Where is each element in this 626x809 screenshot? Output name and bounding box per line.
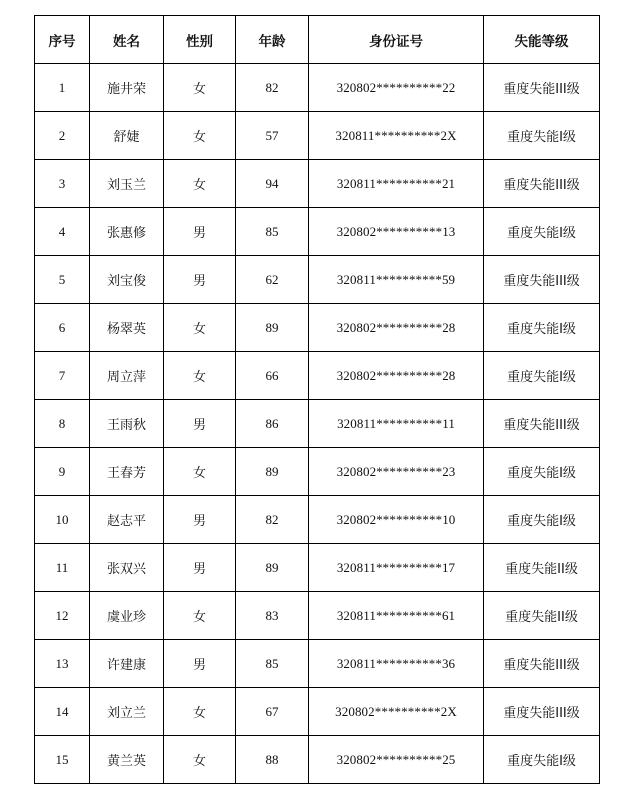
table-row [35, 496, 600, 544]
table-row [35, 208, 600, 256]
cell-disability-level: 重度失能II级 [484, 592, 600, 640]
cell-age: 83 [236, 592, 309, 640]
table-body [35, 64, 600, 784]
cell-name: 王雨秋 [90, 400, 164, 448]
cell-age: 94 [236, 160, 309, 208]
cell-disability-level: 重度失能Ⅰ级 [484, 304, 600, 352]
cell-id-number: 320802**********28 [309, 352, 484, 400]
table-row [35, 352, 600, 400]
cell-gender: 女 [164, 448, 236, 496]
cell-gender: 女 [164, 112, 236, 160]
cell-id-number: 320811**********21 [309, 160, 484, 208]
cell-name: 张双兴 [90, 544, 164, 592]
header-name: 姓名 [90, 16, 164, 64]
table-row [35, 736, 600, 784]
cell-name: 杨翠英 [90, 304, 164, 352]
cell-gender: 男 [164, 544, 236, 592]
cell-id-number: 320811**********61 [309, 592, 484, 640]
cell-gender: 男 [164, 208, 236, 256]
cell-name: 刘立兰 [90, 688, 164, 736]
cell-id-number: 320811**********59 [309, 256, 484, 304]
table-row [35, 304, 600, 352]
cell-seq: 5 [35, 256, 90, 304]
cell-name: 黄兰英 [90, 736, 164, 784]
header-disability-level: 失能等级 [484, 16, 600, 64]
cell-seq: 11 [35, 544, 90, 592]
cell-gender: 男 [164, 496, 236, 544]
cell-seq: 13 [35, 640, 90, 688]
cell-age: 82 [236, 496, 309, 544]
cell-age: 86 [236, 400, 309, 448]
cell-age: 85 [236, 640, 309, 688]
cell-gender: 女 [164, 688, 236, 736]
cell-disability-level: 重度失能III级 [484, 256, 600, 304]
cell-disability-level: 重度失能Ⅰ级 [484, 112, 600, 160]
cell-age: 88 [236, 736, 309, 784]
cell-seq: 2 [35, 112, 90, 160]
header-id-number: 身份证号 [309, 16, 484, 64]
cell-id-number: 320802**********23 [309, 448, 484, 496]
cell-age: 89 [236, 448, 309, 496]
cell-gender: 男 [164, 640, 236, 688]
cell-gender: 男 [164, 256, 236, 304]
table-row [35, 160, 600, 208]
cell-gender: 男 [164, 400, 236, 448]
cell-gender: 女 [164, 592, 236, 640]
cell-seq: 7 [35, 352, 90, 400]
cell-age: 66 [236, 352, 309, 400]
table-header-row [35, 16, 600, 64]
cell-name: 舒婕 [90, 112, 164, 160]
cell-gender: 女 [164, 160, 236, 208]
table-row [35, 64, 600, 112]
header-age: 年龄 [236, 16, 309, 64]
cell-seq: 14 [35, 688, 90, 736]
header-seq: 序号 [35, 16, 90, 64]
cell-disability-level: 重度失能II级 [484, 544, 600, 592]
cell-disability-level: 重度失能Ⅰ级 [484, 448, 600, 496]
table-row [35, 592, 600, 640]
cell-disability-level: 重度失能III级 [484, 640, 600, 688]
cell-name: 王春芳 [90, 448, 164, 496]
cell-id-number: 320802**********13 [309, 208, 484, 256]
cell-name: 周立萍 [90, 352, 164, 400]
cell-seq: 15 [35, 736, 90, 784]
cell-age: 89 [236, 304, 309, 352]
cell-name: 施井荣 [90, 64, 164, 112]
cell-age: 62 [236, 256, 309, 304]
cell-name: 虞业珍 [90, 592, 164, 640]
cell-name: 赵志平 [90, 496, 164, 544]
cell-age: 67 [236, 688, 309, 736]
cell-seq: 10 [35, 496, 90, 544]
cell-id-number: 320811**********17 [309, 544, 484, 592]
cell-age: 82 [236, 64, 309, 112]
cell-age: 57 [236, 112, 309, 160]
cell-id-number: 320802**********22 [309, 64, 484, 112]
cell-id-number: 320811**********2X [309, 112, 484, 160]
cell-disability-level: 重度失能III级 [484, 64, 600, 112]
table-row [35, 640, 600, 688]
cell-name: 刘宝俊 [90, 256, 164, 304]
disability-roster-table [34, 15, 600, 784]
header-gender: 性别 [164, 16, 236, 64]
cell-seq: 12 [35, 592, 90, 640]
cell-name: 张惠修 [90, 208, 164, 256]
cell-disability-level: 重度失能Ⅰ级 [484, 208, 600, 256]
cell-gender: 女 [164, 736, 236, 784]
table-row [35, 448, 600, 496]
cell-seq: 1 [35, 64, 90, 112]
table-row [35, 256, 600, 304]
cell-seq: 8 [35, 400, 90, 448]
cell-seq: 9 [35, 448, 90, 496]
table-row [35, 112, 600, 160]
cell-name: 刘玉兰 [90, 160, 164, 208]
cell-id-number: 320802**********28 [309, 304, 484, 352]
cell-id-number: 320802**********2X [309, 688, 484, 736]
cell-disability-level: 重度失能Ⅰ级 [484, 352, 600, 400]
cell-age: 89 [236, 544, 309, 592]
cell-id-number: 320802**********25 [309, 736, 484, 784]
cell-gender: 女 [164, 304, 236, 352]
cell-seq: 6 [35, 304, 90, 352]
cell-age: 85 [236, 208, 309, 256]
cell-seq: 4 [35, 208, 90, 256]
cell-gender: 女 [164, 64, 236, 112]
cell-id-number: 320802**********10 [309, 496, 484, 544]
cell-name: 许建康 [90, 640, 164, 688]
cell-disability-level: 重度失能III级 [484, 688, 600, 736]
cell-disability-level: 重度失能III级 [484, 160, 600, 208]
cell-disability-level: 重度失能III级 [484, 400, 600, 448]
cell-seq: 3 [35, 160, 90, 208]
table-row [35, 400, 600, 448]
cell-id-number: 320811**********36 [309, 640, 484, 688]
cell-disability-level: 重度失能Ⅰ级 [484, 736, 600, 784]
cell-gender: 女 [164, 352, 236, 400]
table-row [35, 544, 600, 592]
cell-id-number: 320811**********11 [309, 400, 484, 448]
cell-disability-level: 重度失能Ⅰ级 [484, 496, 600, 544]
table-row [35, 688, 600, 736]
